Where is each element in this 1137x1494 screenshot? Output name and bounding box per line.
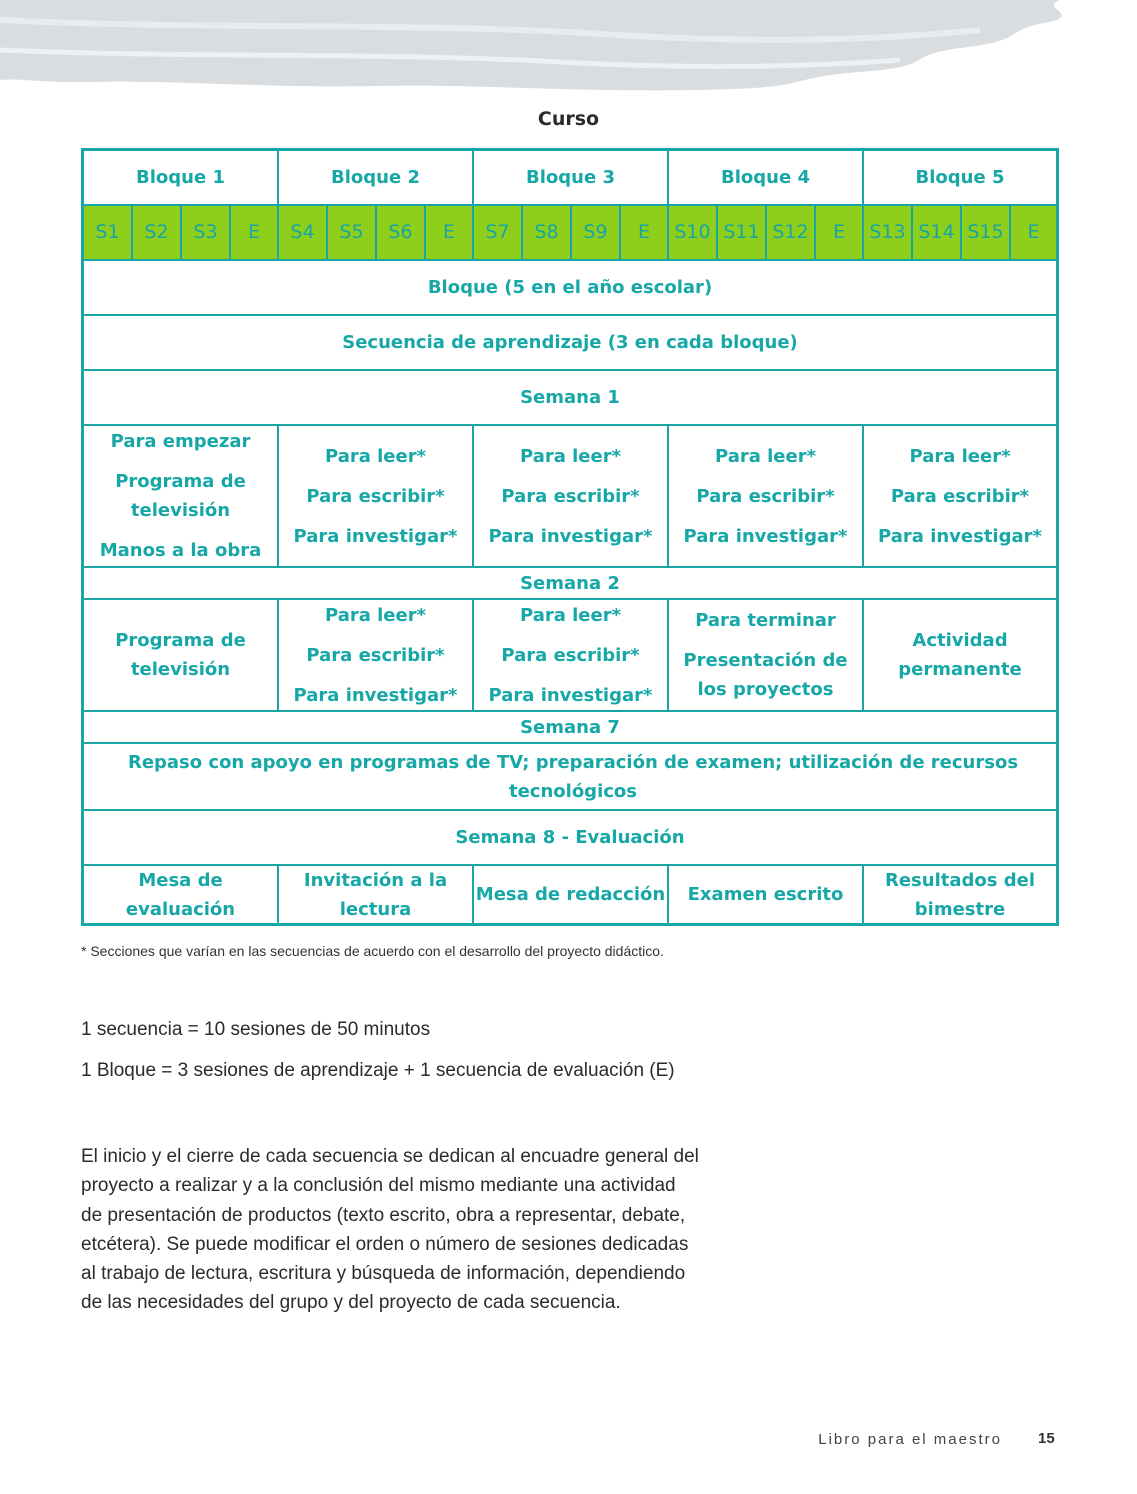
bloque-header: Bloque 1 [84, 151, 279, 206]
bloque-header: Bloque 4 [669, 151, 864, 206]
session-cell: E [816, 206, 864, 261]
footnote: * Secciones que varían en las secuencias de acuerdo con el desarrollo del proyecto didáctico. [81, 943, 664, 959]
semana2-cell-3: Para leer* Para escribir* Para investigar* [474, 600, 669, 712]
semana-2-row: Semana 2 [84, 568, 1056, 600]
semana1-cell-1: Para empezar Programa de televisión Manos a la obra [84, 426, 279, 568]
semana8-cell-1: Mesa de evaluación [84, 866, 279, 923]
session-cell: S7 [474, 206, 523, 261]
semana1-cell-5: Para leer* Para escribir* Para investigar* [864, 426, 1056, 568]
session-cell: S6 [377, 206, 426, 261]
page-title: Curso [537, 108, 600, 130]
session-cell: S2 [133, 206, 182, 261]
bloque-row: Bloque (5 en el año escolar) [84, 261, 1056, 316]
semana8-cell-4: Examen escrito [669, 866, 864, 923]
session-cell: S12 [767, 206, 816, 261]
session-cell: S3 [182, 206, 231, 261]
session-cell: E [426, 206, 474, 261]
session-cell: S13 [864, 206, 913, 261]
bloque-header: Bloque 3 [474, 151, 669, 206]
semana-7-row: Semana 7 [84, 712, 1056, 744]
semana2-cell-4: Para terminar Presentación de los proyectos [669, 600, 864, 712]
repaso-row: Repaso con apoyo en programas de TV; preparación de examen; utilización de recursos tecnológicos [84, 744, 1056, 811]
semana1-cell-4: Para leer* Para escribir* Para investigar* [669, 426, 864, 568]
semana2-cell-5: Actividad permanente [864, 600, 1056, 712]
equation-secuencia: 1 secuencia = 10 sesiones de 50 minutos [81, 1019, 431, 1040]
body-paragraph: El inicio y el cierre de cada secuencia se dedican al encuadre general del proyecto a realizar y a la conclusión del mismo mediante una actividad de presentación de productos (texto escrito, obra a representar, debate, etcétera). Se puede modificar el orden o número de sesiones dedicadas al trabajo de lectura, escritura y búsqueda de información, dependiendo de las necesidades del grupo y del proyecto de cada secuencia. [81, 1146, 699, 1314]
session-cell: E [231, 206, 279, 261]
session-cell: E [1011, 206, 1056, 261]
semana2-cell-2: Para leer* Para escribir* Para investigar* [279, 600, 474, 712]
session-cell: S1 [84, 206, 133, 261]
semana2-cell-1: Programa de televisión [84, 600, 279, 712]
bloque-header: Bloque 5 [864, 151, 1056, 206]
session-cell: S9 [572, 206, 621, 261]
semana-1-row: Semana 1 [84, 371, 1056, 426]
session-cell: S4 [279, 206, 328, 261]
session-cell: S10 [669, 206, 718, 261]
brush-stroke-header [0, 0, 1137, 100]
footer-book-title: Libro para el maestro [818, 1431, 1002, 1448]
bloque-header: Bloque 2 [279, 151, 474, 206]
session-cell: S14 [913, 206, 962, 261]
session-cell: S11 [718, 206, 767, 261]
semana8-cell-3: Mesa de redacción [474, 866, 669, 923]
semana1-cell-2: Para leer* Para escribir* Para investigar* [279, 426, 474, 568]
semana8-cell-2: Invitación a la lectura [279, 866, 474, 923]
semana8-cell-5: Resultados del bimestre [884, 869, 1035, 920]
semana-8-row: Semana 8 - Evaluación [84, 811, 1056, 866]
course-table [81, 148, 1059, 926]
semana1-cell-3: Para leer* Para escribir* Para investigar* [474, 426, 669, 568]
secuencia-row: Secuencia de aprendizaje (3 en cada bloque) [84, 316, 1056, 371]
session-cell: S8 [523, 206, 572, 261]
session-cell: S5 [328, 206, 377, 261]
page-number: 15 [1038, 1430, 1055, 1447]
session-cell: S15 [962, 206, 1011, 261]
equation-bloque: 1 Bloque = 3 sesiones de aprendizaje + 1 secuencia de evaluación (E) [81, 1060, 675, 1081]
session-cell: E [621, 206, 669, 261]
